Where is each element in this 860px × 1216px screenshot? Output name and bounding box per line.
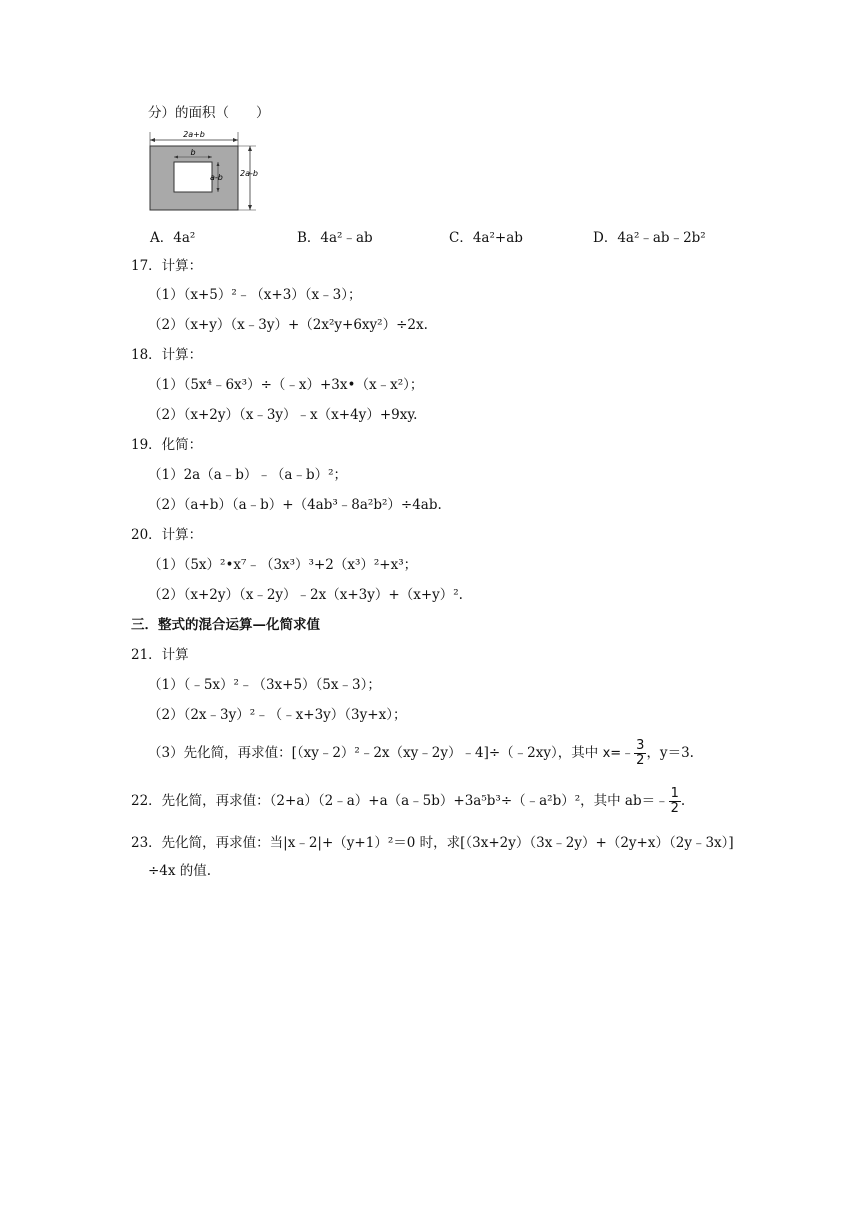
figure-right-label: 2a-b: [240, 169, 258, 178]
question-19-title: 19．化简：: [131, 437, 203, 453]
choice-d: D．4a²﹣ab﹣2b²: [593, 230, 706, 246]
choice-a: A．4a²: [150, 230, 196, 246]
question-22: [131, 783, 685, 819]
figure-top-label: 2a+b: [183, 130, 205, 139]
question-19-part-1: （1）2a（a﹣b）﹣（a﹣b）²；: [148, 467, 348, 483]
question-17-title: 17．计算：: [131, 258, 203, 274]
question-22-text: 22．先化简，再求值：（2+a）（2﹣a）+a（a﹣5b）+3a⁵b³÷（﹣a²b）²，其中 ab＝﹣: [131, 793, 669, 809]
rectangle-figure: [148, 128, 266, 214]
question-20-title: 20．计算：: [131, 527, 203, 543]
question-20-part-2: （2）（x+2y）（x﹣2y）﹣2x（x+3y）+（x+y）².: [148, 587, 463, 603]
x-value-label: x=﹣: [602, 746, 635, 761]
question-21-part-3-tail: ，y＝3.: [646, 745, 694, 761]
question-21-part-1: （1）（﹣5x）²﹣（3x+5）（5x﹣3）；: [148, 677, 381, 693]
choice-c: C．4a²+ab: [449, 230, 523, 246]
question-17-part-2: （2）（x+y）（x﹣3y）+（2x²y+6xy²）÷2x.: [148, 317, 428, 333]
question-23-line-1: 23．先化简，再求值：当|x﹣2|+（y+1）²＝0 时，求[（3x+2y）（3x﹣2y）+（2y+x）（2y﹣3x）]: [131, 835, 734, 851]
question-21-title: 21．计算: [131, 647, 189, 663]
question-22-tail: .: [680, 793, 686, 809]
question-19-part-2: （2）（a+b）（a﹣b）+（4ab³﹣8a²b²）÷4ab.: [148, 497, 442, 513]
question-17-part-1: （1）（x+5）²﹣（x+3）（x﹣3）；: [148, 287, 362, 303]
question-21-part-2: （2）（2x﹣3y）²﹣（﹣x+3y）（3y+x）；: [148, 707, 407, 723]
figure-inner-side-label: a-b: [210, 173, 223, 182]
fraction-one-half: [669, 787, 681, 816]
question-21-part-3: [148, 735, 694, 772]
fraction-denominator: 2: [670, 801, 679, 816]
section-heading: 三．整式的混合运算—化简求值: [131, 617, 320, 633]
question-16-tail: 分）的面积（ ）: [148, 105, 270, 121]
question-20-part-1: （1）（5x）²•x⁷﹣（3x³）³+2（x³）²+x³；: [148, 557, 418, 573]
question-18-part-2: （2）（x+2y）（x﹣3y）﹣x（x+4y）+9xy.: [148, 407, 418, 423]
question-21-part-3-text: （3）先化简，再求值：[（xy﹣2）²﹣2x（xy﹣2y）﹣4]÷（﹣2xy），其中: [148, 745, 599, 761]
figure-inner-top-label: b: [190, 148, 196, 157]
question-18-part-1: （1）（5x⁴﹣6x³）÷（﹣x）+3x•（x﹣x²）；: [148, 377, 424, 393]
question-23-line-2: ÷4x 的值.: [148, 863, 212, 879]
question-18-title: 18．计算：: [131, 347, 203, 363]
fraction-three-halves: [634, 739, 646, 768]
fraction-numerator: 3: [636, 738, 645, 753]
fraction-numerator: 1: [670, 786, 679, 801]
choice-b: B．4a²﹣ab: [297, 230, 373, 246]
fraction-denominator: 2: [636, 753, 645, 768]
